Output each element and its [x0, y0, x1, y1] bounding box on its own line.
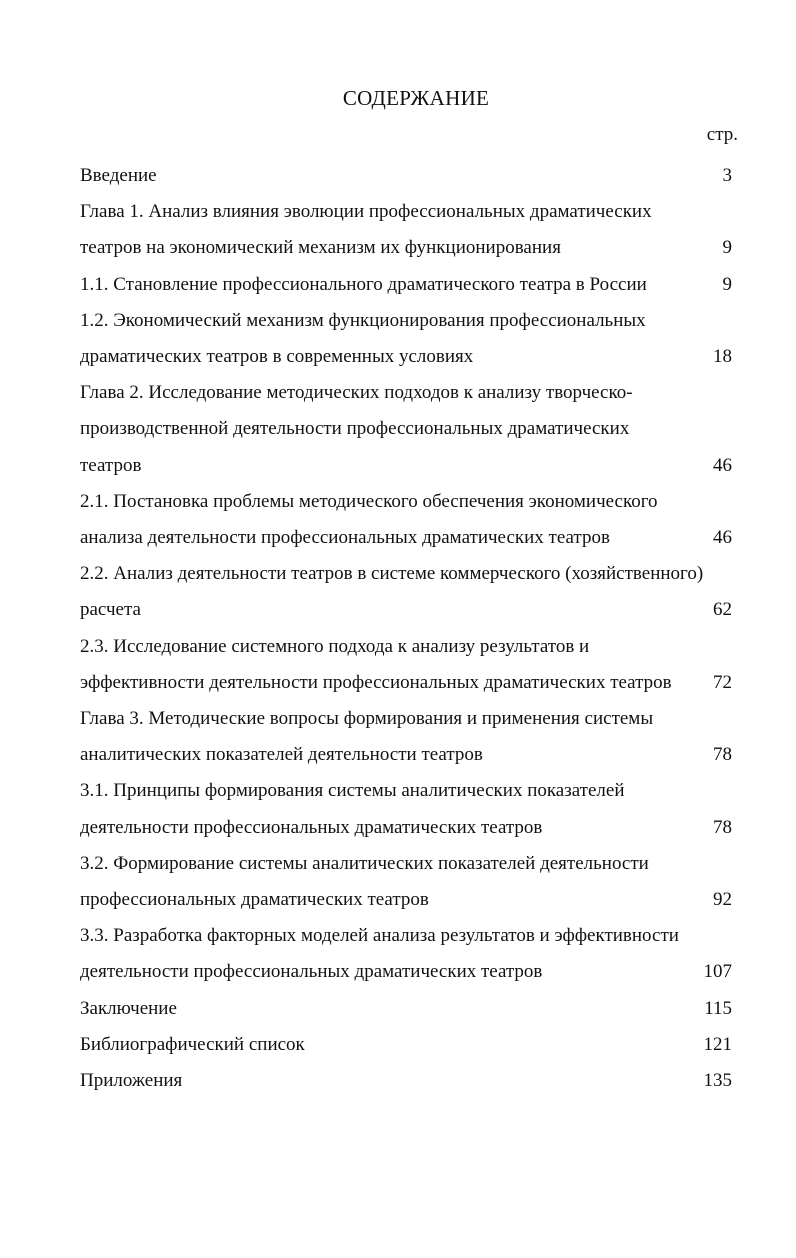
toc-entry-title-line: Приложения — [80, 1070, 183, 1092]
toc-entry-title-line: 2.2. Анализ деятельности театров в системе коммерческого (хозяйственного) — [80, 563, 704, 585]
toc-entry-title-line: Библиографический список — [80, 1033, 305, 1055]
toc-entry-page-number: 121 — [703, 1033, 732, 1055]
table-of-contents — [80, 158, 732, 1099]
toc-entry-page-number: 72 — [713, 671, 732, 693]
toc-entry-title-line: производственной деятельности профессиональных драматических — [80, 418, 630, 440]
toc-entry-title-line: 3.1. Принципы формирования системы аналитических показателей — [80, 780, 625, 802]
toc-entry-title-line: 2.3. Исследование системного подхода к анализу результатов и — [80, 635, 590, 657]
toc-entry — [80, 918, 732, 990]
toc-entry — [80, 773, 732, 845]
toc-entry-title-line: театров — [80, 454, 142, 476]
toc-entry-title-line: Введение — [80, 165, 157, 186]
toc-entry-page-number: 46 — [713, 527, 732, 549]
toc-entry-page-number: 9 — [722, 237, 732, 259]
toc-entry-page-number: 135 — [703, 1070, 732, 1092]
toc-entry-page-number: 92 — [713, 889, 732, 911]
toc-entry-title-line: профессиональных драматических театров — [80, 889, 429, 911]
toc-entry-page-number: 78 — [713, 744, 732, 766]
toc-entry-page-number: 3 — [722, 165, 732, 186]
toc-entry — [80, 375, 732, 484]
toc-entry-title-line: театров на экономический механизм их функционирования — [80, 237, 561, 259]
toc-entry — [80, 484, 732, 556]
toc-entry-title-line: эффективности деятельности профессиональных драматических театров — [80, 671, 672, 693]
toc-entry — [80, 629, 732, 701]
toc-entry — [80, 991, 732, 1027]
toc-entry-title-line: драматических театров в современных условиях — [80, 346, 474, 368]
toc-entry-title-line: 1.1. Становление профессионального драматического театра в России — [80, 273, 647, 295]
toc-entry-title-line: 3.2. Формирование системы аналитических показателей деятельности — [80, 852, 649, 874]
toc-entry — [80, 701, 732, 773]
toc-entry — [80, 158, 732, 194]
toc-entry — [80, 1027, 732, 1063]
toc-entry — [80, 846, 732, 918]
toc-entry-title-line: 3.3. Разработка факторных моделей анализа результатов и эффективности — [80, 925, 679, 947]
page-title: СОДЕРЖАНИЕ — [342, 86, 490, 110]
toc-entry — [80, 556, 732, 628]
toc-entry-page-number: 18 — [713, 346, 732, 368]
toc-entry-title-line: Глава 2. Исследование методических подходов к анализу творческо- — [80, 382, 633, 404]
toc-entry-title-line: деятельности профессиональных драматических театров — [80, 816, 543, 838]
toc-entry-page-number: 9 — [722, 273, 732, 295]
toc-entry-title-line: анализа деятельности профессиональных драматических театров — [80, 527, 610, 549]
toc-entry-title-line: Глава 1. Анализ влияния эволюции профессиональных драматических — [80, 201, 652, 223]
toc-entry — [80, 303, 732, 375]
toc-entry-title-line: Заключение — [80, 997, 177, 1019]
toc-entry-title-line: 1.2. Экономический механизм функционирования профессиональных — [80, 309, 646, 331]
page-column-label: стр. — [706, 124, 738, 145]
toc-entry-page-number: 46 — [713, 454, 732, 476]
toc-entry-title-line: аналитических показателей деятельности театров — [80, 744, 483, 766]
toc-entry — [80, 1063, 732, 1099]
toc-entry-page-number: 115 — [704, 997, 732, 1019]
toc-entry-title-line: деятельности профессиональных драматических театров — [80, 961, 543, 983]
toc-entry-title-line: расчета — [80, 599, 141, 621]
toc-entry-title-line: 2.1. Постановка проблемы методического обеспечения экономического — [80, 490, 658, 512]
toc-entry-page-number: 62 — [713, 599, 732, 621]
toc-entry-page-number: 78 — [713, 816, 732, 838]
toc-entry — [80, 267, 732, 303]
toc-entry-title-line: Глава 3. Методические вопросы формирования и применения системы — [80, 708, 654, 730]
toc-entry — [80, 194, 732, 266]
toc-entry-page-number: 107 — [703, 961, 732, 983]
